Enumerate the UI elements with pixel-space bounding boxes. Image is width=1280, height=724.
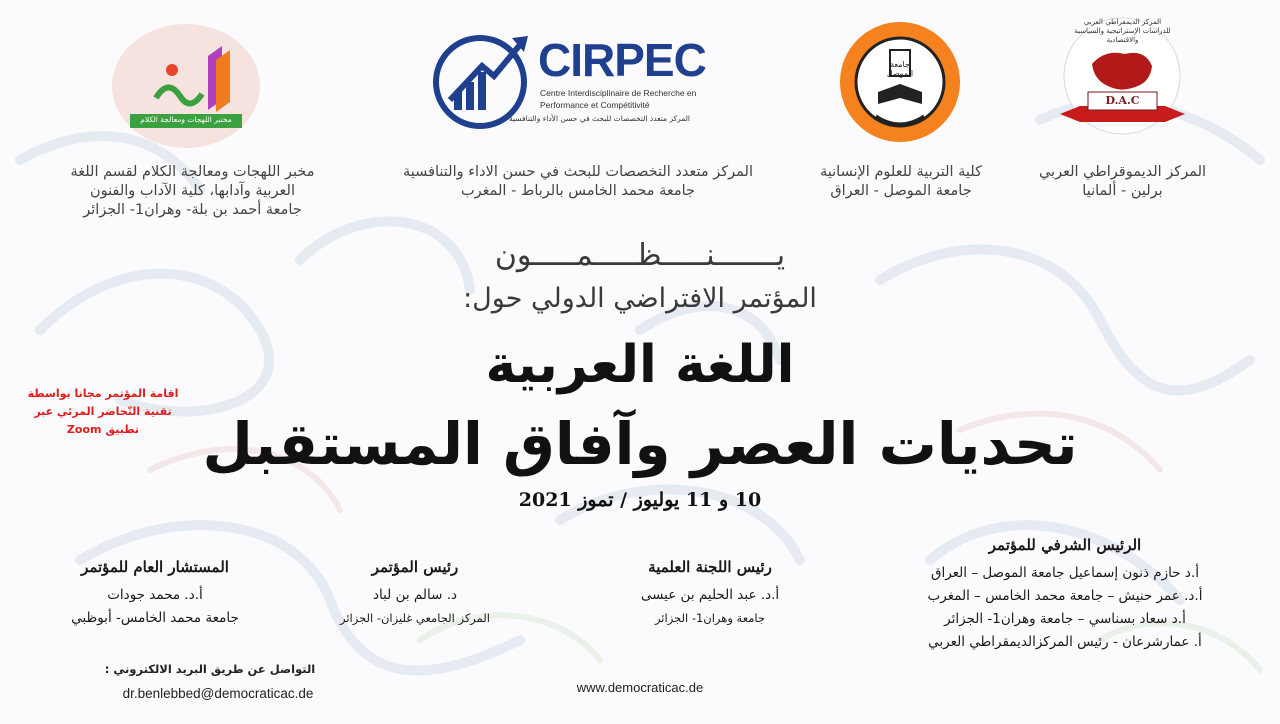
- org-dac-line-1: المركز الديموقراطي العربي: [1038, 164, 1207, 180]
- cirpec-logo-sub1: Centre Interdisciplinaire de Recherche en: [540, 88, 697, 98]
- contact-email[interactable]: dr.benlebbed@democraticac.de: [122, 686, 314, 701]
- dac-logo: [1050, 14, 1195, 144]
- honorary-member-3: أ.د سعاد بسناسي – جامعة وهران1- الجزائر: [944, 611, 1186, 627]
- general-advisor-affiliation: جامعة محمد الخامس- أبوظبي: [71, 610, 239, 626]
- scientific-committee-affiliation: جامعة وهران1- الجزائر: [654, 611, 766, 625]
- org-dac-text: [1025, 163, 1220, 201]
- org-lab-line-1: مخبر اللهجات ومعالجة الكلام لقسم اللغة: [70, 164, 315, 180]
- general-advisor-title: المستشار العام للمؤتمر: [81, 558, 229, 576]
- org-dac-line-2: برلين - ألمانيا: [1082, 183, 1163, 199]
- org-mosul-line-2: جامعة الموصل - العراق: [830, 183, 972, 199]
- zoom-note-line-1: اقامة المؤتمر مجانا بواسطة: [27, 387, 179, 400]
- dialects-lab-logo-caption: مختبر اللهجات ومعالجة الكلام: [140, 115, 232, 124]
- conference-title-line-1: اللغة العربية: [485, 335, 795, 395]
- dac-logo-arc-text: المركز الديمقراطي العربي للدراسات الإستراتيجية والسياسية والاقتصادية: [1074, 18, 1171, 44]
- scientific-committee-name: أ.د. عبد الحليم بن عيسى: [640, 587, 780, 603]
- honorary-member-4: أ. عمارشرعان - رئيس المركزالديمقراطي العربي: [928, 634, 1202, 650]
- mosul-university-logo: [838, 20, 963, 145]
- honorary-president-title: الرئيس الشرفي للمؤتمر: [988, 536, 1142, 554]
- organize-heading: يـــــــنـــــظـــــمـــــون: [494, 238, 786, 273]
- conference-date: 10 و 11 يوليوز / تموز 2021: [518, 489, 762, 511]
- dialects-lab-logo: [110, 22, 262, 150]
- contact-label: التواصل عن طريق البريد الالكتروني :: [104, 662, 316, 676]
- org-lab-text: [30, 163, 355, 220]
- scientific-committee-block: [585, 558, 835, 630]
- honorary-member-1: أ.د حازم ذنون إسماعيل جامعة الموصل – العراق: [931, 565, 1199, 581]
- org-cirpec-text: [372, 163, 784, 201]
- org-mosul-text: [790, 163, 1012, 201]
- conference-title-line-2: تحديات العصر وآفاق المستقبل: [202, 410, 1078, 478]
- website-link[interactable]: www.democraticac.de: [576, 680, 704, 695]
- conference-president-block: [300, 558, 530, 630]
- zoom-note-line-3: تطبيق Zoom: [66, 423, 140, 436]
- cirpec-logo-sub2: Performance et Compétitivité: [540, 100, 650, 110]
- scientific-committee-title: رئيس اللجنة العلمية: [648, 558, 772, 576]
- org-lab-line-3: جامعة أحمد بن بلة- وهران1- الجزائر: [83, 202, 302, 218]
- zoom-note-line-2: تقنية التّحاضر المرئي عبر: [34, 405, 172, 418]
- cirpec-logo-title: CIRPEC: [538, 34, 706, 86]
- general-advisor-block: [20, 558, 290, 630]
- general-advisor-name: أ.د. محمد جودات: [107, 587, 203, 603]
- conference-president-affiliation: المركز الجامعي غليزان- الجزائر: [339, 611, 491, 625]
- honorary-president-block: [895, 536, 1235, 654]
- conference-label: المؤتمر الافتراضي الدولي حول:: [463, 283, 817, 314]
- org-mosul-line-1: كلية التربية للعلوم الإنسانية: [819, 164, 983, 180]
- conference-president-title: رئيس المؤتمر: [371, 558, 459, 576]
- cirpec-logo-arabic: المركز متعدد التخصصات للبحث في حسن الأداء والتنافسية: [508, 114, 690, 123]
- org-cirpec-line-1: المركز متعدد التخصصات للبحث في حسن الاداء والتنافسية: [403, 164, 753, 180]
- mosul-logo-text: جامعة الموصل: [886, 60, 914, 78]
- honorary-member-2: أ.د. عمر حنيش – جامعة محمد الخامس – المغرب: [927, 588, 1203, 604]
- cirpec-logo: [432, 26, 706, 146]
- dac-logo-text: D.A.C: [1105, 94, 1140, 107]
- org-lab-line-2: العربية وآدابها، كلية الآداب والفنون: [90, 183, 295, 199]
- zoom-note: [18, 385, 188, 439]
- org-cirpec-line-2: جامعة محمد الخامس بالرباط - المغرب: [460, 183, 695, 199]
- conference-president-name: د. سالم بن لباد: [372, 587, 458, 603]
